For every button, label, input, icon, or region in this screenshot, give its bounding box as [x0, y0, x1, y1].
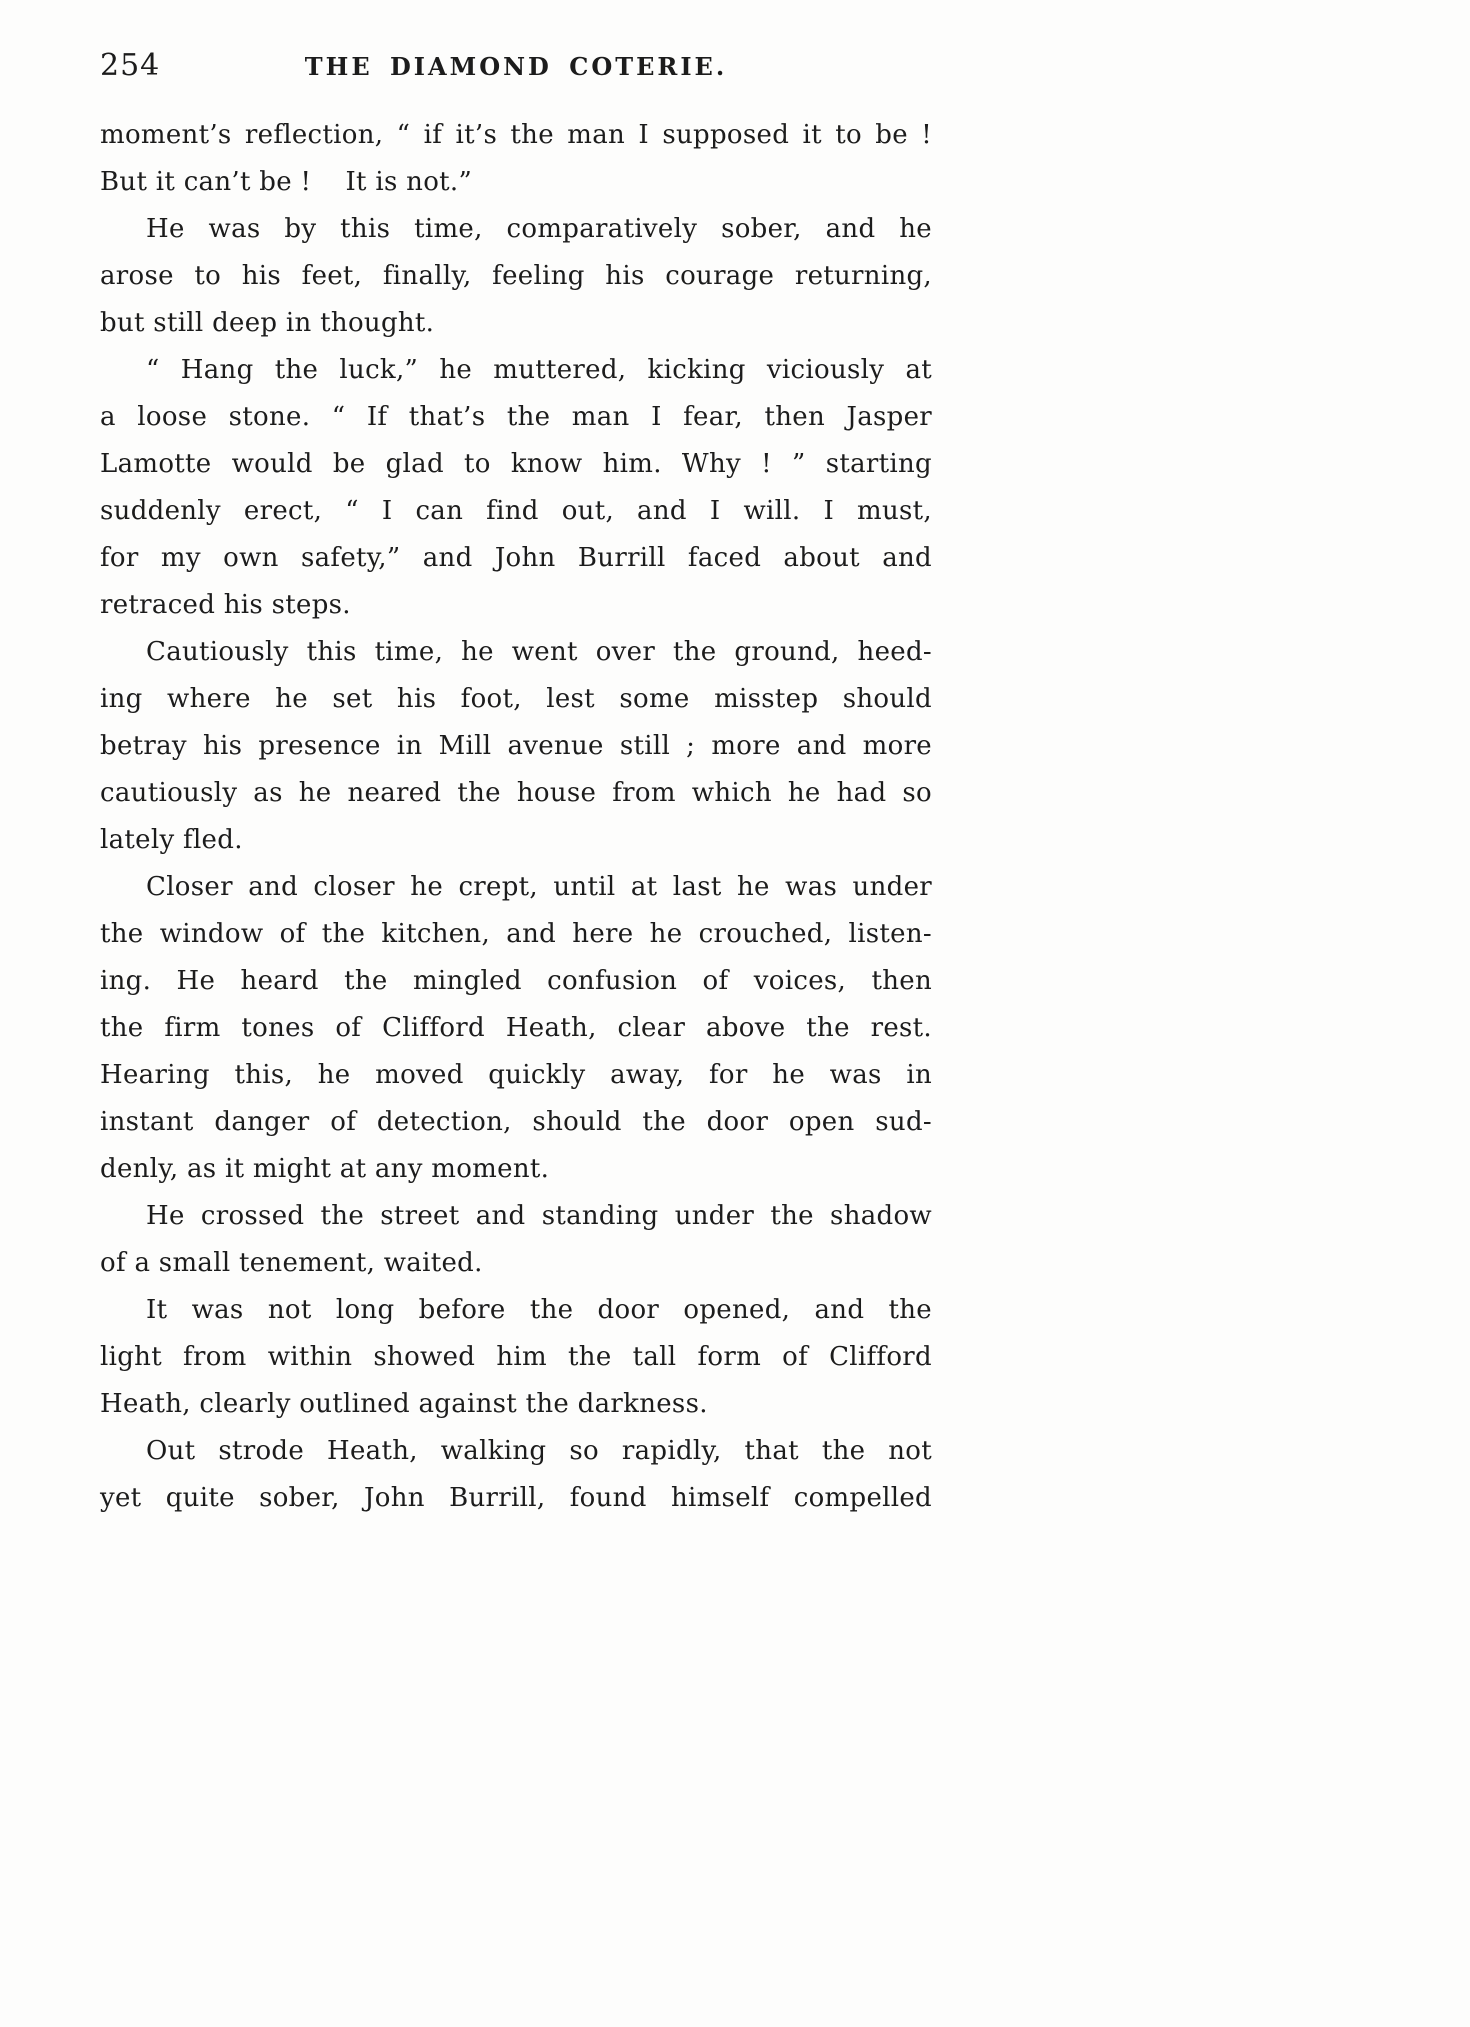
paragraph: [100, 112, 932, 206]
text-line: the window of the kitchen, and here he crouched, listen-: [100, 919, 932, 949]
text-line: a loose stone. “ If that’s the man I fear, then Jasper: [100, 402, 932, 432]
text-line: denly, as it might at any moment.: [100, 1154, 550, 1184]
text-line: lately fled.: [100, 825, 243, 855]
text-line: But it can’t be ! It is not.”: [100, 167, 473, 197]
text-line: Hearing this, he moved quickly away, for he was in: [100, 1060, 932, 1090]
text-line: instant danger of detection, should the door open sud-: [100, 1107, 932, 1137]
text-line: ing where he set his foot, lest some misstep should: [100, 684, 932, 714]
text-line: It was not long before the door opened, and the: [146, 1295, 932, 1325]
text-line: but still deep in thought.: [100, 308, 435, 338]
page-body: [100, 112, 932, 1522]
paragraph: [100, 1428, 932, 1522]
paragraph: [100, 629, 932, 864]
text-line: “ Hang the luck,” he muttered, kicking viciously at: [146, 355, 932, 385]
text-line: suddenly erect, “ I can find out, and I will. I must,: [100, 496, 932, 526]
text-line: Heath, clearly outlined against the darkness.: [100, 1389, 708, 1419]
text-line: Lamotte would be glad to know him. Why ! ” starting: [100, 449, 932, 479]
text-line: betray his presence in Mill avenue still ; more and more: [100, 731, 932, 761]
page-header: [100, 46, 932, 86]
text-line: retraced his steps.: [100, 590, 351, 620]
text-line: Cautiously this time, he went over the ground, heed-: [146, 637, 932, 667]
paragraph: [100, 1193, 932, 1287]
text-line: Closer and closer he crept, until at last he was under: [146, 872, 932, 902]
text-line: He was by this time, comparatively sober, and he: [146, 214, 932, 244]
text-line: He crossed the street and standing under the shadow: [146, 1201, 932, 1231]
text-line: moment’s reflection, “ if it’s the man I supposed it to be !: [100, 120, 932, 150]
text-line: arose to his feet, finally, feeling his courage returning,: [100, 261, 932, 291]
text-line: cautiously as he neared the house from which he had so: [100, 778, 932, 808]
text-line: yet quite sober, John Burrill, found himself compelled: [100, 1483, 932, 1513]
text-line: light from within showed him the tall form of Clifford: [100, 1342, 932, 1372]
text-line: of a small tenement, waited.: [100, 1248, 483, 1278]
paragraph: [100, 206, 932, 347]
text-line: Out strode Heath, walking so rapidly, that the not: [146, 1436, 932, 1466]
text-line: the firm tones of Clifford Heath, clear above the rest.: [100, 1013, 932, 1043]
paragraph: [100, 864, 932, 1193]
paragraph: [100, 347, 932, 629]
running-title: THE DIAMOND COTERIE.: [304, 52, 728, 81]
text-line: for my own safety,” and John Burrill faced about and: [100, 543, 932, 573]
text-line: ing. He heard the mingled confusion of voices, then: [100, 966, 932, 996]
page-number: 254: [100, 48, 161, 83]
paragraph: [100, 1287, 932, 1428]
